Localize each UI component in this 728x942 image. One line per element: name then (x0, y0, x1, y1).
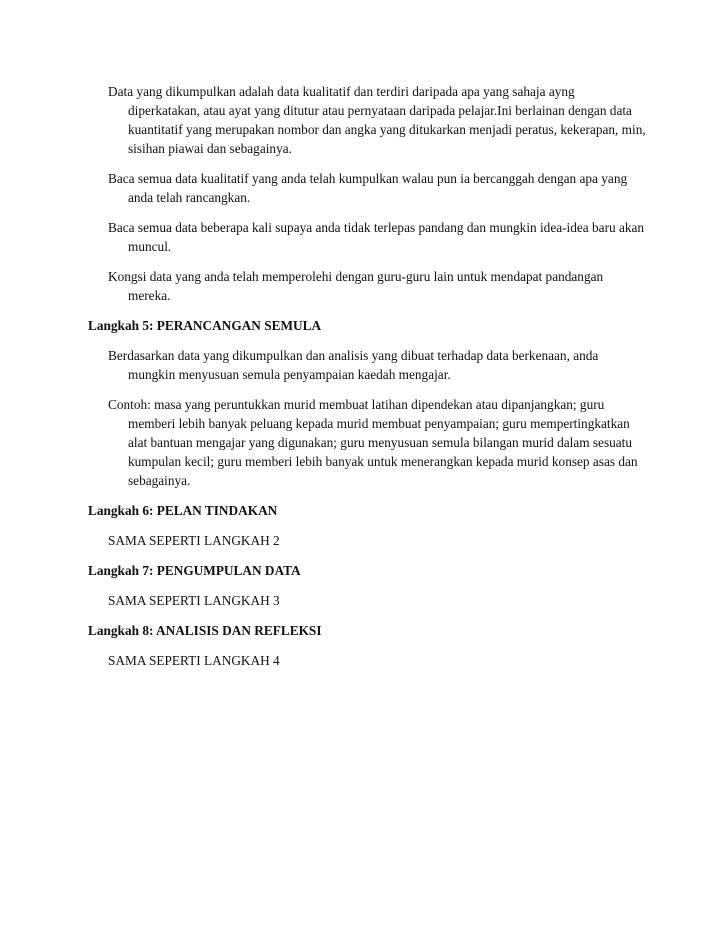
heading-langkah-7: Langkah 7: PENGUMPULAN DATA (88, 563, 301, 578)
paragraph-sama-langkah-4: SAMA SEPERTI LANGKAH 4 (108, 653, 280, 668)
document-body (88, 82, 648, 681)
heading-langkah-6: Langkah 6: PELAN TINDAKAN (88, 503, 278, 518)
paragraph-kongsi-data: Kongsi data yang anda telah memperolehi dengan guru-guru lain untuk mendapat pandangan mereka. (108, 269, 604, 303)
paragraph-baca-beberapa-kali: Baca semua data beberapa kali supaya anda tidak terlepas pandang dan mungkin idea-idea baru akan muncul. (108, 220, 645, 254)
paragraph-baca-semua-data: Baca semua data kualitatif yang anda telah kumpulkan walau pun ia bercanggah dengan apa yang anda telah rancangkan. (108, 171, 628, 205)
paragraph-data-kualitatif: Data yang dikumpulkan adalah data kualitatif dan terdiri daripada apa yang sahaja ayng diperkatakan, atau ayat yang ditutur atau pernyataan daripada pelajar.Ini berlainan dengan data kuantitatif yang merupakan nombor dan angka yang ditukarkan menjadi peratus, kekerapan, min, sisihan piawai dan sebagainya. (108, 84, 646, 156)
paragraph-contoh: Contoh: masa yang peruntukkan murid membuat latihan dipendekan atau dipanjangkan; guru memberi lebih banyak peluang kepada murid membuat penyampaian; guru mempertingkatkan alat bantuan mengajar yang digunakan; guru menyusuan semula bilangan murid dalam sesuatu kumpulan kecil; guru memberi lebih banyak untuk menerangkan kepada murid konsep asas dan sebagainya. (108, 397, 638, 488)
heading-langkah-5: Langkah 5: PERANCANGAN SEMULA (88, 318, 322, 333)
paragraph-sama-langkah-2: SAMA SEPERTI LANGKAH 2 (108, 533, 280, 548)
heading-langkah-8: Langkah 8: ANALISIS DAN REFLEKSI (88, 623, 322, 638)
paragraph-berdasarkan-data: Berdasarkan data yang dikumpulkan dan analisis yang dibuat terhadap data berkenaan, anda mungkin menyusuan semula penyampaian kaedah mengajar. (108, 348, 599, 382)
paragraph-sama-langkah-3: SAMA SEPERTI LANGKAH 3 (108, 593, 280, 608)
